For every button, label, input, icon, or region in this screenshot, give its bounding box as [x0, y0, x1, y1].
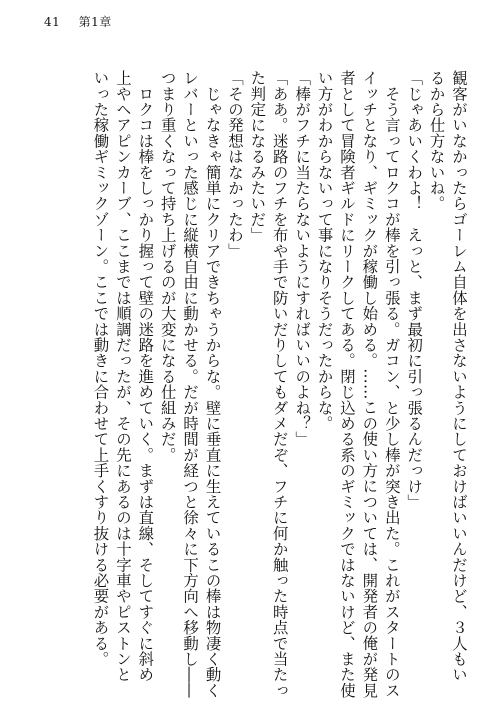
text-line: イッチとなり、ギミックが稼働し始める。……この使い方については、開発者の俺が発見 [360, 70, 379, 698]
text-line: そう言ってロクコが棒を引っ張る。ガコン、と少し棒が突き出た。これがスタートのス [382, 70, 401, 698]
text-line: 「じゃあいくわよ！ えっと、まず最初に引っ張るんだっけ」 [405, 70, 424, 510]
text-line: つまり重くなって持ち上げるのが大変になる仕組みだ。 [158, 70, 177, 463]
text-line: レバーといった感じに縦横自由に動かせる。だが時間が経つと徐々に下方向へ移動し―― [181, 70, 200, 698]
page-number: 41 [44, 15, 61, 29]
text-line: ロクコは棒をしっかり握って壁の迷路を進めていく。まずは直線、そしてすぐに斜め [136, 70, 155, 683]
text-line: いった稼働ギミックゾーン。ここでは動きに合わせて上手くすり抜ける必要がある。 [91, 70, 110, 667]
text-line: 者として冒険者ギルドにリークしてある。閉じ込める系のギミックではないけど、また使 [337, 70, 356, 698]
text-line: 「ああ。迷路のフチを布や手で防いだりしてもダメだぞ、フチに何か触った時点で当たっ [270, 70, 289, 698]
text-line: い方がわからないって事になりそうだったからな。 [315, 70, 334, 432]
text-line: 上やヘアピンカーブ、ここまでは順調だったが、その先にあるのは十字車やピストンと [113, 70, 132, 683]
text-line: 「その発想はなかったわ」 [225, 70, 244, 259]
running-header [44, 13, 112, 30]
chapter-title: 第1章 [78, 15, 112, 29]
body-text [89, 70, 470, 698]
text-line: 観客がいなかったらゴーレム自体を出さないようにしておけばいいんだけど、３人もい [450, 70, 468, 683]
text-line: 「棒がフチに当たらないようにすればいいのよね？」 [293, 70, 312, 447]
text-line: るから仕方ないね。 [427, 70, 446, 212]
text-line: た判定になるみたいだ」 [248, 70, 267, 243]
text-line: じゃなきゃ簡単にクリアできちゃうからな。壁に垂直に生えているこの棒は物凄く動く [203, 70, 222, 698]
